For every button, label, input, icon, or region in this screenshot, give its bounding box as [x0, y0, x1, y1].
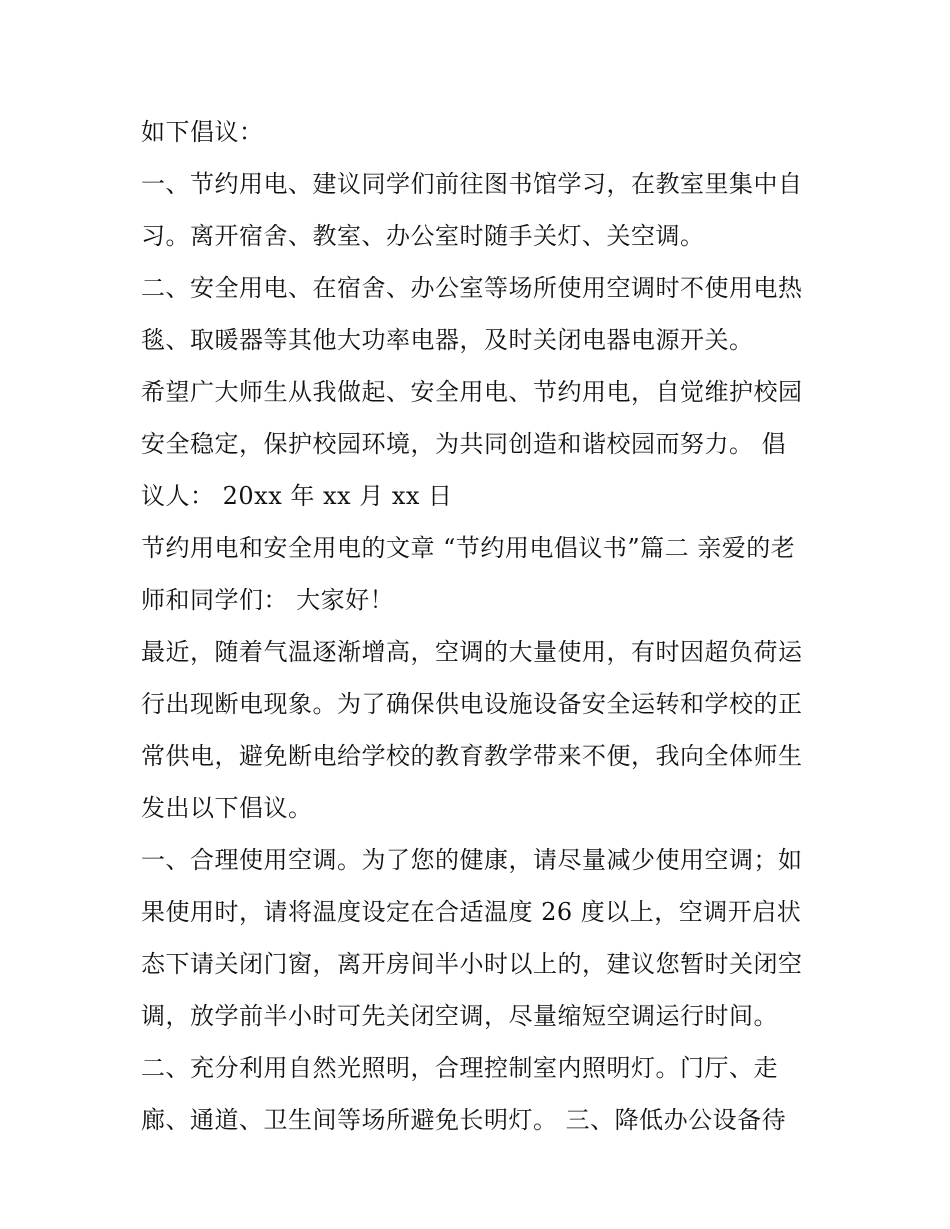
text-line: 安全稳定，保护校园环境，为共同创造和谐校园而努力。 倡: [141, 430, 787, 458]
text-line: 习。离开宿舍、教室、办公室时随手关灯、关空调。: [141, 222, 705, 250]
text-line: 调，放学前半小时可先关闭空调，尽量缩短空调运行时间。: [141, 1002, 778, 1030]
text-line: 廊、通道、卫生间等场所避免长明灯。 三、降低办公设备待: [141, 1106, 787, 1134]
text-line: 如下倡议：: [141, 118, 264, 146]
text-line: 行出现断电现象。为了确保供电设施设备安全运转和学校的正: [141, 690, 803, 718]
text-line: 一、合理使用空调。为了您的健康，请尽量减少使用空调；如: [141, 846, 803, 874]
text-line: 发出以下倡议。: [141, 794, 313, 822]
text-line: 希望广大师生从我做起、安全用电、节约用电，自觉维护校园: [141, 378, 803, 406]
text-line: 二、充分利用自然光照明，合理控制室内照明灯。门厅、走: [141, 1054, 778, 1082]
text-line: 常供电，避免断电给学校的教育教学带来不便，我向全体师生: [141, 742, 803, 770]
text-line: 二、安全用电、在宿舍、办公室等场所使用空调时不使用电热: [141, 274, 803, 302]
text-line: 一、节约用电、建议同学们前往图书馆学习，在教室里集中自: [141, 170, 803, 198]
text-line: 果使用时，请将温度设定在合适温度 26 度以上，空调开启状: [141, 898, 802, 926]
text-line: 最近，随着气温逐渐增高，空调的大量使用，有时因超负荷运: [141, 638, 803, 666]
text-line: 节约用电和安全用电的文章 “节约用电倡议书”篇二 亲爱的老: [141, 534, 796, 562]
text-line: 议人： 20xx 年 xx 月 xx 日: [141, 482, 453, 510]
document-body: [141, 106, 821, 1146]
text-line: 态下请关闭门窗，离开房间半小时以上的，建议您暂时关闭空: [141, 950, 803, 978]
text-line: 毯、取暖器等其他大功率电器，及时关闭电器电源开关。: [141, 326, 754, 354]
text-line: 师和同学们： 大家好！: [141, 586, 395, 614]
